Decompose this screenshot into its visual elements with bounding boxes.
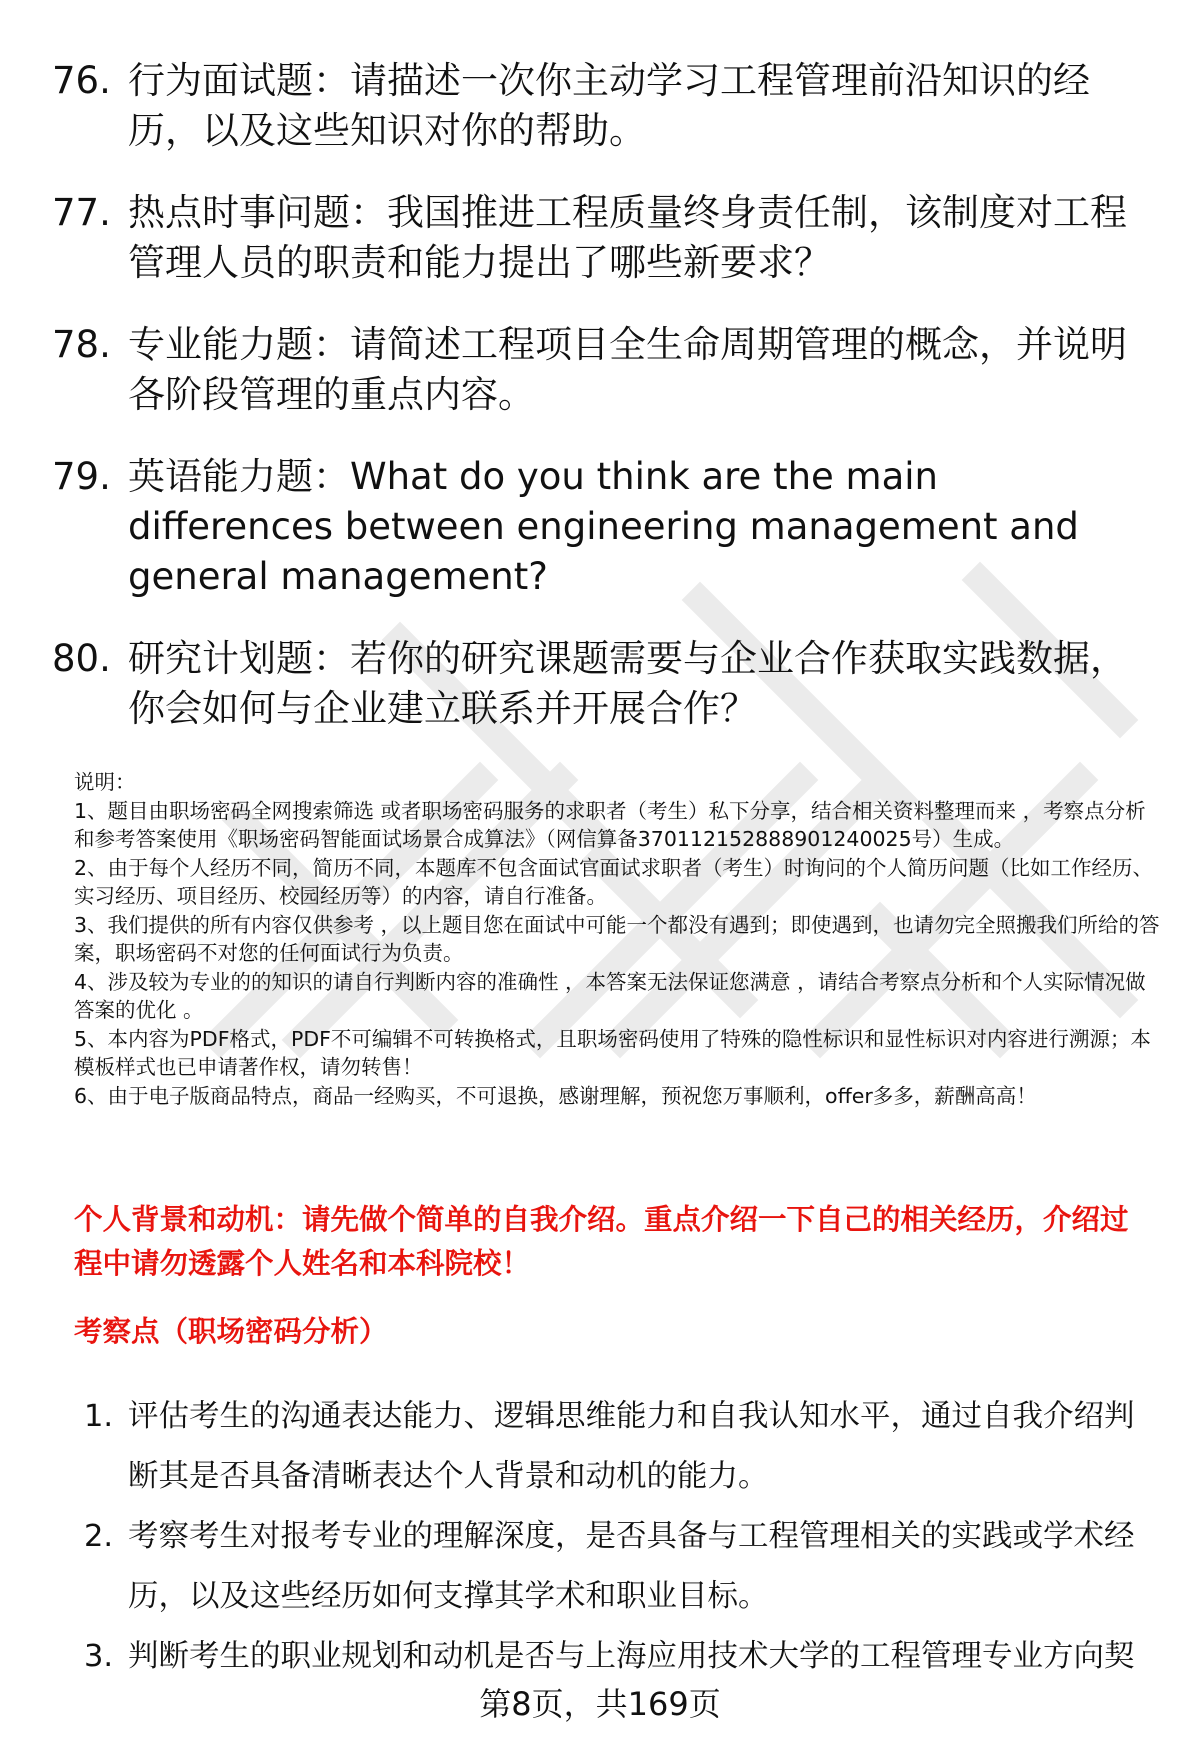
question-text: 研究计划题：若你的研究课题需要与企业合作获取实践数据，你会如何与企业建立联系并开展合作？ bbox=[128, 637, 1127, 730]
disclaimer-notes bbox=[74, 768, 1164, 1110]
question-item bbox=[0, 188, 1200, 288]
question-item bbox=[0, 320, 1200, 420]
question-text: 热点时事问题：我国推进工程质量终身责任制，该制度对工程管理人员的职责和能力提出了哪些新要求？ bbox=[128, 191, 1127, 284]
question-text: 行为面试题：请描述一次你主动学习工程管理前沿知识的经历，以及这些知识对你的帮助。 bbox=[128, 59, 1090, 152]
point-number: 1. bbox=[84, 1399, 114, 1434]
section-subtitle: 考察点（职场密码分析） bbox=[74, 1315, 388, 1348]
notes-heading: 说明： bbox=[74, 770, 136, 794]
note-item: 4、涉及较为专业的的知识的请自行判断内容的准确性 ，本答案无法保证您满意 ，请结合考察点分析和个人实际情况做答案的优化 。 bbox=[74, 969, 1146, 1022]
note-item: 2、由于每个人经历不同，简历不同，本题库不包含面试官面试求职者（考生）时询问的个人简历问题（比如工作经历、实习经历、项目经历、校园经历等）的内容，请自行准备。 bbox=[74, 855, 1154, 908]
question-number: 78. bbox=[52, 323, 111, 366]
assessment-points bbox=[0, 1387, 1200, 1687]
question-number: 76. bbox=[52, 59, 111, 102]
note-item: 6、由于电子版商品特点，商品一经购买，不可退换，感谢理解，预祝您万事顺利，offer多多，薪酬高高！ bbox=[74, 1083, 1037, 1108]
point-item bbox=[0, 1627, 1200, 1687]
point-item bbox=[0, 1507, 1200, 1627]
page-footer: 第8页，共169页 bbox=[479, 1685, 721, 1723]
question-number: 80. bbox=[52, 637, 111, 680]
question-number: 79. bbox=[52, 455, 111, 498]
point-item bbox=[0, 1387, 1200, 1507]
point-number: 3. bbox=[84, 1639, 114, 1674]
note-item: 1、题目由职场密码全网搜索筛选 或者职场密码服务的求职者（考生）私下分享，结合相关资料整理而来 ，考察点分析和参考答案使用《职场密码智能面试场景合成算法》（网信算备370112152888901240025号）生成。 bbox=[74, 798, 1146, 851]
point-text: 评估考生的沟通表达能力、逻辑思维能力和自我认知水平，通过自我介绍判断其是否具备清晰表达个人背景和动机的能力。 bbox=[128, 1399, 1135, 1494]
question-text: 专业能力题：请简述工程项目全生命周期管理的概念，并说明各阶段管理的重点内容。 bbox=[128, 323, 1127, 416]
question-item bbox=[0, 634, 1200, 734]
question-item bbox=[0, 452, 1200, 602]
question-number: 77. bbox=[52, 191, 111, 234]
question-list bbox=[0, 56, 1200, 766]
note-item: 3、我们提供的所有内容仅供参考 ，以上题目您在面试中可能一个都没有遇到；即使遇到，也请勿完全照搬我们所给的答案，职场密码不对您的任何面试行为负责。 bbox=[74, 912, 1160, 965]
note-item: 5、本内容为PDF格式，PDF不可编辑不可转换格式，且职场密码使用了特殊的隐性标识和显性标识对内容进行溯源；本模板样式也已申请著作权，请勿转售！ bbox=[74, 1026, 1151, 1079]
question-item bbox=[0, 56, 1200, 156]
point-text: 判断考生的职业规划和动机是否与上海应用技术大学的工程管理专业方向契 bbox=[128, 1639, 1135, 1674]
question-text: 英语能力题：What do you think are the main differences between engineering management and general management? bbox=[128, 455, 1079, 598]
point-number: 2. bbox=[84, 1519, 114, 1554]
point-text: 考察考生对报考专业的理解深度，是否具备与工程管理相关的实践或学术经历，以及这些经历如何支撑其学术和职业目标。 bbox=[128, 1519, 1135, 1614]
section-title: 个人背景和动机：请先做个简单的自我介绍。重点介绍一下自己的相关经历，介绍过程中请勿透露个人姓名和本科院校！ bbox=[74, 1203, 1129, 1280]
